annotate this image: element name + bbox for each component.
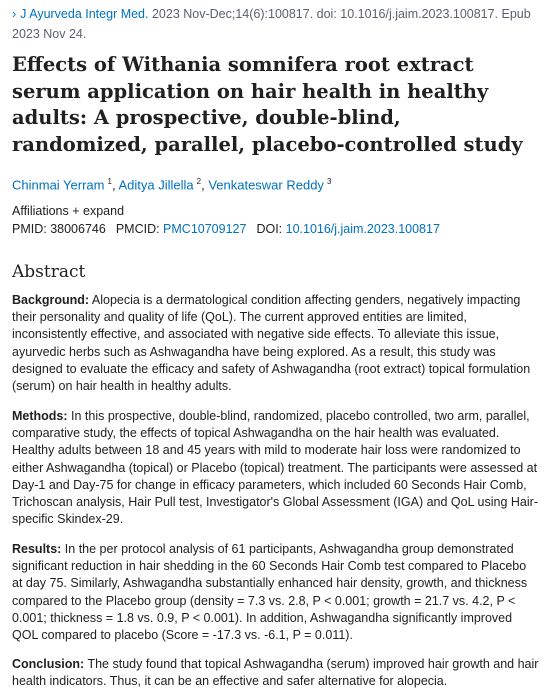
abstract-background: [12, 292, 540, 395]
pmcid-label: PMCID:: [115, 222, 164, 236]
doi-label: DOI:: [256, 222, 286, 236]
article-title: Effects of Withania somnifera root extract serum application on hair health in healthy adults: A prospective, double-blind, randomized, parallel, placebo-controlled study: [12, 53, 523, 156]
section-text: Alopecia is a dermatological condition affecting genders, negatively impacting their personality and quality of life (QoL). The current approved entities are limited, inconsistently effective, and associated with negative side effects. To alleviate this issue, ayurvedic herbs such as Ashwagandha have being explored. As a result, this study was designed to evaluate the efficacy and safety of Ashwagandha (root extract) topical formulation (serum) on hair health in healthy adults.: [12, 293, 531, 394]
section-text: In the per protocol analysis of 61 participants, Ashwagandha group demonstrated significant reduction in hair shedding in the 60 Seconds Hair Comb test compared to Placebo at day 75. Similarly, Ashwagandha substantially enhanced hair density, growth, and thickness compared to the Placebo group (density = 7.3 vs. 2.8, P < 0.001; growth = 21.7 vs. 4.2, P < 0.001; thickness = 1.8 vs. 0.9, P < 0.001). In addition, Ashwagandha significantly improved QOL compared to placebo (Score = -17.3 vs. -6.1, P = 0.011).: [12, 542, 528, 643]
author-list: [12, 172, 540, 195]
affiliation-number[interactable]: 1: [107, 177, 112, 186]
author-link[interactable]: Aditya Jillella: [118, 177, 194, 193]
abstract-results: [12, 541, 540, 644]
affiliation-number[interactable]: 2: [196, 177, 202, 186]
pmid: PMID: 38006746: [12, 222, 106, 236]
section-label: Background:: [12, 293, 90, 307]
abstract-conclusion: [12, 656, 540, 690]
citation-line: [12, 4, 540, 44]
author-separator: ,: [111, 177, 119, 193]
section-text: In this prospective, double-blind, randomized, placebo controlled, two arm, parallel, comparative study, the effects of topical Ashwagandha on the hair health was evaluated. Healthy adults between 18 and 45 years with mild to moderate hair loss were randomized to either Ashwagandha (topical) or Placebo (topical) treatment. The participants were assessed at Day-1 and Day-75 for change in efficacy parameters, which included 60 Seconds Hair Comb, Trichoscan analysis, Hair Pull test, Investigator's Global Assessment (IGA) and QoL using Hair-specific Skindex-29.: [12, 409, 538, 527]
affiliations-label: Affiliations: [12, 204, 69, 218]
author-separator: ,: [201, 177, 209, 193]
doi-link[interactable]: 10.1016/j.jaim.2023.100817: [285, 222, 440, 236]
journal-name[interactable]: J Ayurveda Integr Med.: [20, 7, 149, 21]
pmcid-link[interactable]: PMC10709127: [163, 222, 247, 236]
author-link[interactable]: Chinmai Yerram: [12, 177, 105, 193]
citation-details: 2023 Nov-Dec;14(6):100817. doi: 10.1016/j.jaim.2023.100817. Epub 2023 Nov 24.: [12, 7, 531, 41]
author-link[interactable]: Venkateswar Reddy: [208, 177, 324, 193]
affiliation-number[interactable]: 3: [326, 177, 332, 186]
abstract-methods: [12, 408, 540, 528]
section-text: The study found that topical Ashwagandha (serum) improved hair growth and hair health indicators. Thus, it can be an effective and safer alternative for alopecia.: [12, 657, 539, 689]
section-label: Methods:: [12, 409, 68, 423]
journal-link[interactable]: [12, 7, 149, 21]
section-label: Conclusion:: [12, 657, 85, 671]
affiliations-toggle[interactable]: [12, 201, 124, 221]
article-identifiers: [12, 219, 540, 239]
expand-toggle[interactable]: + expand: [72, 204, 125, 218]
abstract-heading: Abstract: [12, 262, 86, 282]
section-label: Results:: [12, 542, 62, 556]
chevron-right-icon: ›: [12, 7, 17, 21]
